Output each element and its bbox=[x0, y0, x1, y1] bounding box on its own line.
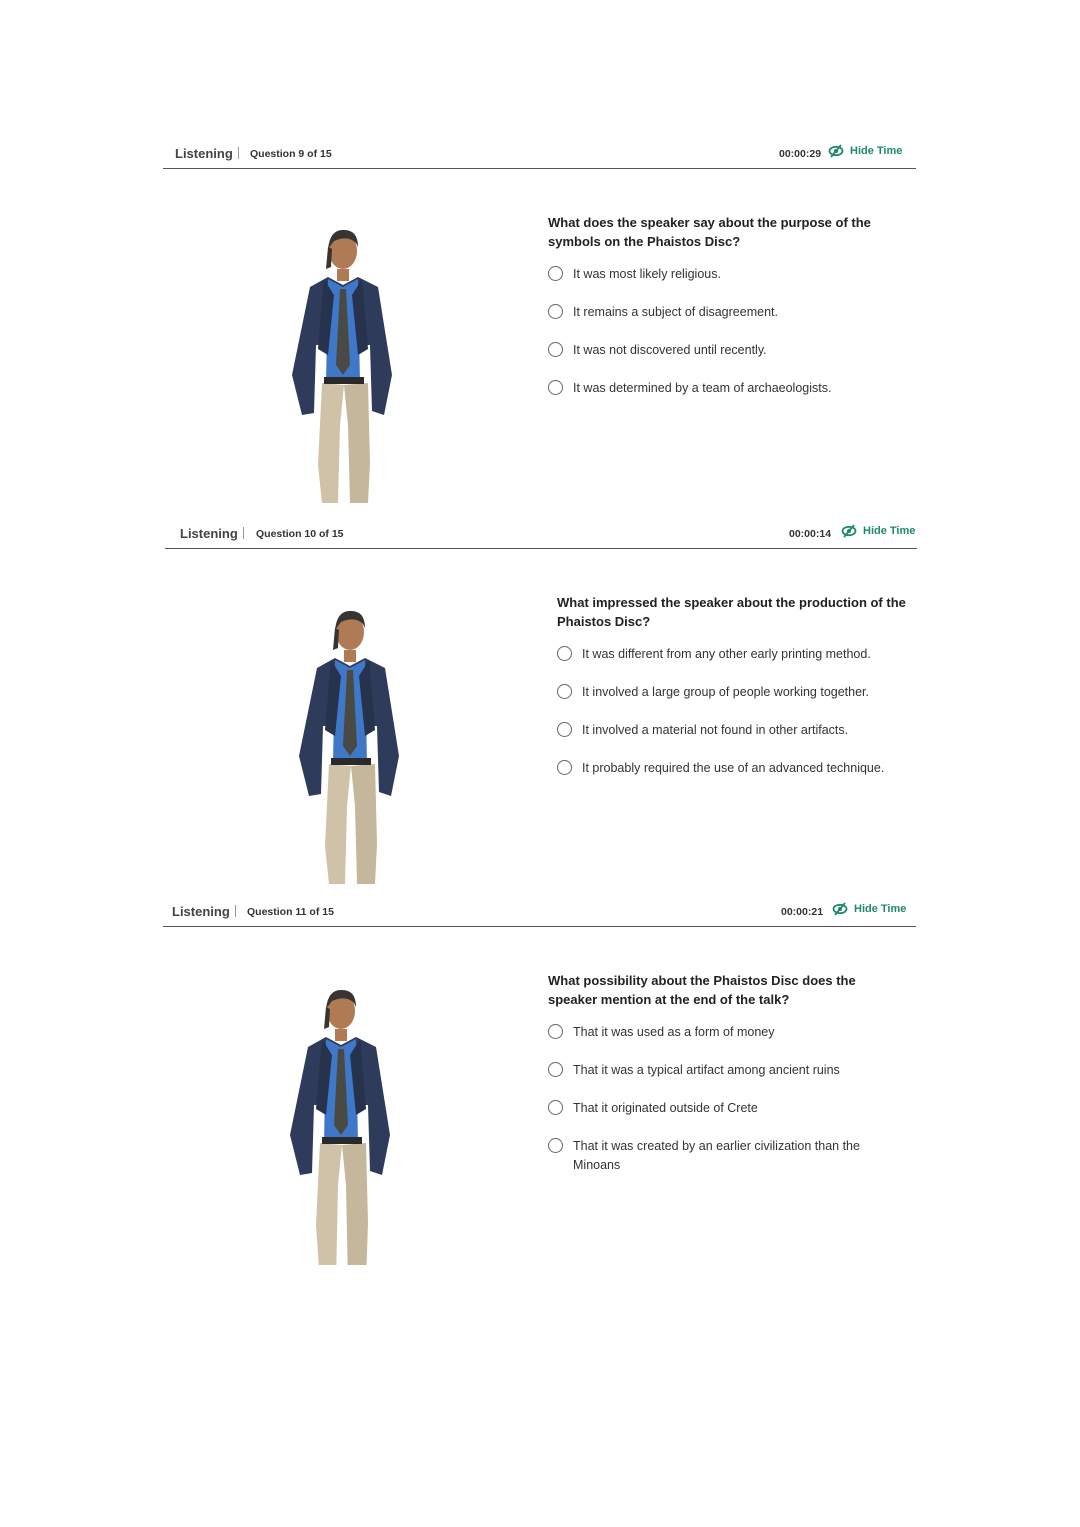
answer-option[interactable] bbox=[548, 341, 916, 360]
header-divider bbox=[238, 147, 239, 159]
answer-option-text: It probably required the use of an advanced technique. bbox=[582, 761, 885, 775]
radio-button[interactable] bbox=[548, 1024, 563, 1039]
question-text: What possibility about the Phaistos Disc does the speaker mention at the end of the talk? bbox=[548, 973, 856, 1007]
answer-option[interactable] bbox=[548, 379, 916, 398]
answer-option[interactable] bbox=[557, 683, 915, 702]
radio-button[interactable] bbox=[548, 1138, 563, 1153]
radio-button[interactable] bbox=[548, 342, 563, 357]
question-area bbox=[557, 593, 915, 797]
radio-button[interactable] bbox=[557, 722, 572, 737]
answer-option-text: That it originated outside of Crete bbox=[573, 1101, 758, 1115]
answer-option-text: It involved a large group of people working together. bbox=[582, 685, 869, 699]
answer-option-text: That it was used as a form of money bbox=[573, 1025, 775, 1039]
question-text: What impressed the speaker about the production of the Phaistos Disc? bbox=[557, 595, 906, 629]
header-divider bbox=[243, 527, 244, 539]
radio-button[interactable] bbox=[548, 266, 563, 281]
answer-option[interactable] bbox=[557, 759, 915, 778]
question-panel-11 bbox=[163, 898, 916, 1285]
question-panel-10 bbox=[165, 520, 917, 895]
radio-button[interactable] bbox=[557, 760, 572, 775]
radio-button[interactable] bbox=[548, 1100, 563, 1115]
section-label: Listening bbox=[175, 146, 233, 161]
section-label: Listening bbox=[172, 904, 230, 919]
answer-option-text: It was determined by a team of archaeologists. bbox=[573, 381, 832, 395]
hide-time-button[interactable] bbox=[841, 524, 915, 538]
radio-button[interactable] bbox=[548, 1062, 563, 1077]
answer-option-text: That it was created by an earlier civilization than the Minoans bbox=[573, 1139, 860, 1172]
eye-slash-icon bbox=[832, 902, 848, 916]
eye-slash-icon bbox=[841, 524, 857, 538]
question-area bbox=[548, 213, 916, 417]
speaker-image bbox=[295, 606, 405, 886]
timer: 00:00:14 bbox=[789, 528, 832, 540]
answer-option[interactable] bbox=[548, 1061, 898, 1080]
answer-option-text: It was different from any other early printing method. bbox=[582, 647, 871, 661]
answer-option-text: It was most likely religious. bbox=[573, 267, 721, 281]
speaker-image bbox=[286, 985, 396, 1265]
radio-button[interactable] bbox=[548, 380, 563, 395]
hide-time-button[interactable] bbox=[832, 902, 906, 916]
answer-option[interactable] bbox=[548, 1023, 898, 1042]
answer-option[interactable] bbox=[548, 303, 916, 322]
question-area bbox=[548, 971, 898, 1194]
question-counter: Question 11 of 15 bbox=[247, 906, 334, 918]
eye-slash-icon bbox=[828, 144, 844, 158]
hide-time-label: Hide Time bbox=[850, 145, 903, 157]
answer-option[interactable] bbox=[557, 721, 915, 740]
header-divider bbox=[235, 905, 236, 917]
section-label: Listening bbox=[180, 526, 238, 541]
answer-option-text: It was not discovered until recently. bbox=[573, 343, 767, 357]
radio-button[interactable] bbox=[548, 304, 563, 319]
answer-option-text: It remains a subject of disagreement. bbox=[573, 305, 778, 319]
answer-option-text: That it was a typical artifact among ancient ruins bbox=[573, 1063, 840, 1077]
answer-option[interactable] bbox=[548, 1099, 898, 1118]
speaker-image bbox=[288, 225, 398, 505]
test-header bbox=[163, 140, 916, 169]
answer-option[interactable] bbox=[548, 265, 916, 284]
radio-button[interactable] bbox=[557, 684, 572, 699]
question-text: What does the speaker say about the purpose of the symbols on the Phaistos Disc? bbox=[548, 215, 871, 249]
question-counter: Question 10 of 15 bbox=[256, 528, 344, 540]
answer-option[interactable] bbox=[548, 1137, 898, 1175]
hide-time-label: Hide Time bbox=[863, 525, 916, 537]
radio-button[interactable] bbox=[557, 646, 572, 661]
hide-time-button[interactable] bbox=[828, 144, 902, 158]
answer-option[interactable] bbox=[557, 645, 915, 664]
test-header bbox=[163, 898, 916, 927]
test-header bbox=[165, 520, 917, 549]
hide-time-label: Hide Time bbox=[854, 903, 907, 915]
timer: 00:00:21 bbox=[781, 906, 824, 918]
answer-option-text: It involved a material not found in other artifacts. bbox=[582, 723, 849, 737]
question-counter: Question 9 of 15 bbox=[250, 148, 332, 160]
question-panel-9 bbox=[163, 140, 916, 505]
timer: 00:00:29 bbox=[779, 148, 822, 160]
